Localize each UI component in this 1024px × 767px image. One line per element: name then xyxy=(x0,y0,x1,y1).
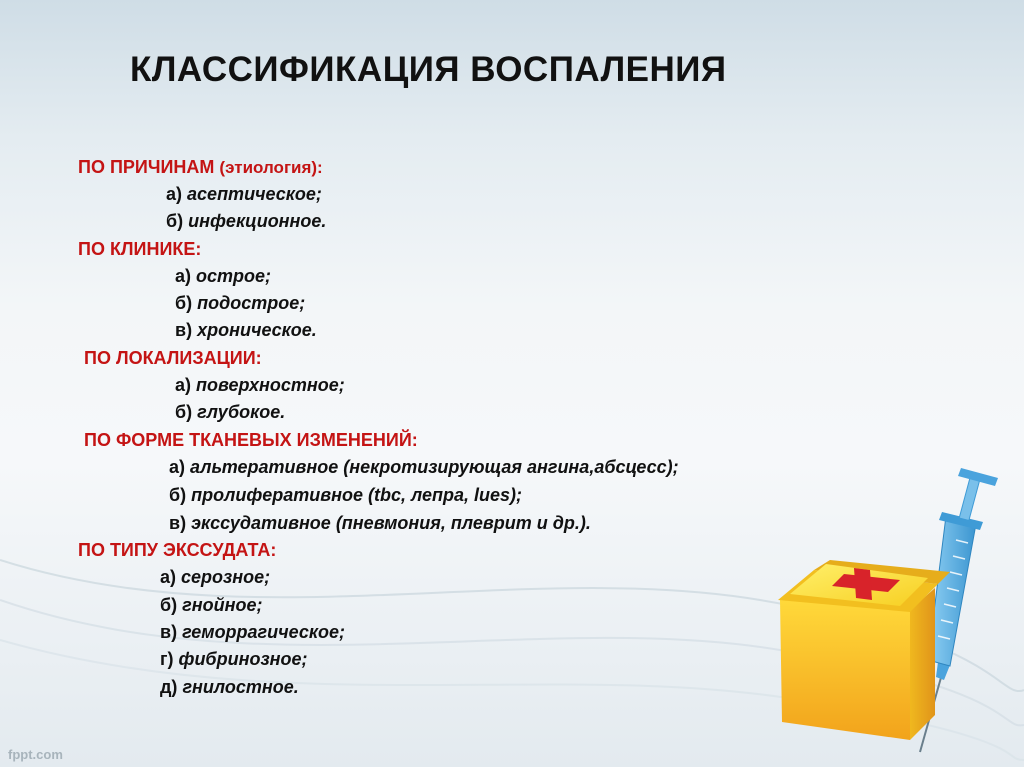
section-heading-tissue-changes: ПО ФОРМЕ ТКАНЕВЫХ ИЗМЕНЕНИЙ: xyxy=(84,430,418,450)
item-text: фибринозное; xyxy=(178,649,308,669)
list-item xyxy=(160,566,270,588)
item-label: г) xyxy=(160,649,174,669)
item-label: б) xyxy=(169,485,187,505)
watermark-text: fppt.com xyxy=(8,747,63,762)
item-label: б) xyxy=(160,595,178,615)
item-text: пролиферативное (tbc, лепра, lues); xyxy=(191,485,522,505)
item-label: а) xyxy=(166,184,183,204)
section-heading-etiology xyxy=(78,156,323,179)
list-item xyxy=(175,292,305,314)
item-text: серозное; xyxy=(181,567,271,587)
list-item xyxy=(160,594,262,616)
item-label: д) xyxy=(160,677,178,697)
list-item xyxy=(175,319,317,341)
medical-clipart xyxy=(770,460,1020,760)
list-item xyxy=(166,210,326,232)
item-label: б) xyxy=(175,293,193,313)
item-label: а) xyxy=(169,457,186,477)
item-text: поверхностное; xyxy=(196,375,345,395)
item-text: острое; xyxy=(196,266,272,286)
list-item xyxy=(166,183,322,205)
list-item xyxy=(175,401,285,423)
item-text: экссудативное (пневмония, плеврит и др.). xyxy=(191,513,591,533)
section-heading-exudate-type: ПО ТИПУ ЭКССУДАТА: xyxy=(78,540,277,560)
item-text: гнойное; xyxy=(182,595,263,615)
item-text: хроническое. xyxy=(197,320,317,340)
list-item xyxy=(175,374,345,396)
item-text: альтеративное (некротизирующая ангина,абсцесс); xyxy=(190,457,679,477)
section-heading-clinic: ПО КЛИНИКЕ: xyxy=(78,239,202,259)
item-text: глубокое. xyxy=(197,402,286,422)
item-label: в) xyxy=(160,622,178,642)
item-label: в) xyxy=(169,513,187,533)
item-text: инфекционное. xyxy=(188,211,327,231)
item-label: а) xyxy=(175,266,192,286)
item-label: б) xyxy=(175,402,193,422)
item-text: гнилостное. xyxy=(182,677,299,697)
item-text: подострое; xyxy=(197,293,306,313)
section-heading-text: ПО ПРИЧИНАМ xyxy=(78,157,215,177)
list-item xyxy=(175,265,271,287)
list-item xyxy=(169,484,522,506)
item-label: б) xyxy=(166,211,184,231)
item-label: в) xyxy=(175,320,193,340)
item-text: асептическое; xyxy=(187,184,322,204)
list-item xyxy=(160,621,345,643)
item-text: геморрагическое; xyxy=(182,622,346,642)
list-item xyxy=(160,648,308,670)
page-title: КЛАССИФИКАЦИЯ ВОСПАЛЕНИЯ xyxy=(130,50,727,89)
item-label: а) xyxy=(175,375,192,395)
item-label: а) xyxy=(160,567,177,587)
section-heading-note: (этиология): xyxy=(219,158,323,177)
first-aid-box-icon xyxy=(778,560,950,740)
section-heading-localization: ПО ЛОКАЛИЗАЦИИ: xyxy=(84,348,262,368)
list-item xyxy=(169,456,679,478)
list-item xyxy=(160,676,299,698)
list-item xyxy=(169,512,591,534)
